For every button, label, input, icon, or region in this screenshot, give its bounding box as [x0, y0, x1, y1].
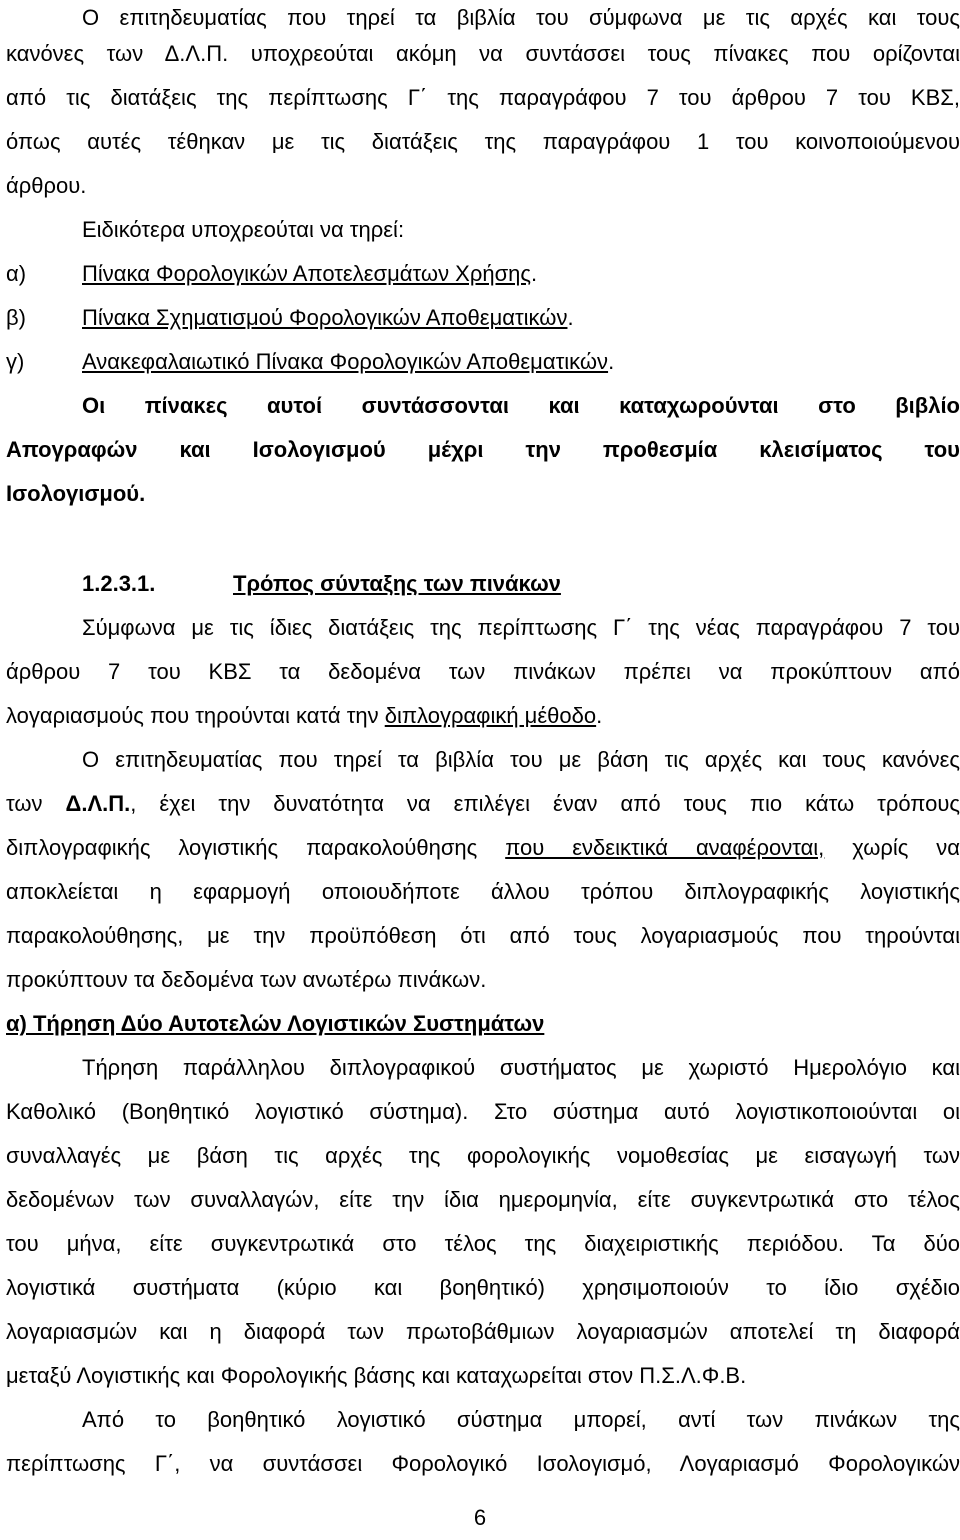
list-item-text: Ανακεφαλαιωτικό Πίνακα Φορολογικών Αποθεματικών [82, 349, 609, 374]
list-item: γ) Ανακεφαλαιωτικό Πίνακα Φορολογικών Αποθεματικών. [6, 340, 960, 384]
text-line: διπλογραφικής λογιστικής παρακολούθησης που ενδεικτικά αναφέρονται, χωρίς να [6, 835, 960, 860]
text-line: Καθολικό (Βοηθητικό λογιστικό σύστημα). Στο σύστημα αυτό λογιστικοποιούνται οι [6, 1099, 960, 1124]
text-line: μεταξύ Λογιστικής και Φορολογικής βάσης και καταχωρείται στον Π.Σ.Λ.Φ.Β. [6, 1363, 747, 1388]
text-line: Σύμφωνα με τις ίδιες διατάξεις της περίπτωσης Γ΄ της νέας παραγράφου 7 του [82, 615, 960, 640]
text-line: Οι πίνακες αυτοί συντάσσονται και καταχωρούνται στο βιβλίο [82, 393, 960, 418]
text-line: κανόνες των Δ.Λ.Π. υποχρεούται ακόμη να συντάσσει τους πίνακες που ορίζονται [6, 41, 960, 66]
text-line: περίπτωσης Γ΄, να συντάσσει Φορολογικό Ισολογισμό, Λογαριασμό Φορολογικών [6, 1451, 960, 1476]
text-line: από τις διατάξεις της περίπτωσης Γ΄ της παραγράφου 7 του άρθρου 7 του ΚΒΣ, [6, 85, 960, 110]
underlined-term: διπλογραφική μέθοδο [384, 703, 597, 728]
text-line: λογαριασμούς που τηρούνται κατά την διπλογραφική μέθοδο. [6, 703, 603, 728]
text-line: Απογραφών και Ισολογισμού μέχρι την προθεσμία κλεισίματος του [6, 437, 960, 462]
list-marker: α) [6, 261, 27, 286]
page-number: 6 [473, 1505, 487, 1530]
text-line: του μήνα, είτε συγκεντρωτικά στο τέλος της διαχειριστικής περιόδου. Τα δύο [6, 1231, 960, 1256]
section-number: 1.2.3.1. [82, 571, 156, 596]
text-line: λογιστικά συστήματα (κύριο και βοηθητικό) χρησιμοποιούν το ίδιο σχέδιο [6, 1275, 960, 1300]
list-intro: Ειδικότερα υποχρεούται να τηρεί: [82, 217, 405, 242]
text-line: λογαριασμών και η διαφορά των πρωτοβάθμιων λογαριασμών αποτελεί τη διαφορά [6, 1319, 960, 1344]
list-item-text: Πίνακα Σχηματισμού Φορολογικών Αποθεματικών [82, 305, 568, 330]
text-line: Από το βοηθητικό λογιστικό σύστημα μπορεί, αντί των πινάκων της [82, 1407, 960, 1432]
text-line: συναλλαγές με βάση τις αρχές της φορολογικής νομοθεσίας με εισαγωγή των [6, 1143, 960, 1168]
text-line: των Δ.Λ.Π., έχει την δυνατότητα να επιλέγει έναν από τους πιο κάτω τρόπους [6, 791, 960, 816]
text-line: Ο επιτηδευματίας που τηρεί τα βιβλία του με βάση τις αρχές και τους κανόνες [82, 747, 960, 772]
text-line: άρθρου. [6, 173, 87, 198]
list-marker: γ) [6, 349, 25, 374]
text-line: προκύπτουν τα δεδομένα των ανωτέρω πινάκων. [6, 967, 487, 992]
text-line: όπως αυτές τέθηκαν με τις διατάξεις της παραγράφου 1 του κοινοποιούμενου [6, 129, 960, 154]
section-heading [6, 562, 960, 606]
list-item: α) Πίνακα Φορολογικών Αποτελεσμάτων Χρήσης. [6, 252, 960, 296]
text-line: Τήρηση παράλληλου διπλογραφικού συστήματος με χωριστό Ημερολόγιο και [82, 1055, 960, 1080]
text-line: παρακολούθησης, με την προϋπόθεση ότι από τους λογαριασμούς που τηρούνται [6, 923, 960, 948]
text-line: αποκλείεται η εφαρμογή οποιουδήποτε άλλου τρόπου διπλογραφικής λογιστικής [6, 879, 960, 904]
text-line: Ο επιτηδευματίας που τηρεί τα βιβλία του σύμφωνα με τις αρχές και τους [82, 5, 960, 30]
list-item: β) Πίνακα Σχηματισμού Φορολογικών Αποθεματικών. [6, 296, 960, 340]
underlined-phrase: που ενδεικτικά αναφέρονται, [505, 835, 825, 860]
list-item-text: Πίνακα Φορολογικών Αποτελεσμάτων Χρήσης [82, 261, 532, 286]
section-title: Τρόπος σύνταξης των πινάκων [233, 571, 561, 596]
text-line: άρθρου 7 του ΚΒΣ τα δεδομένα των πινάκων πρέπει να προκύπτουν από [6, 659, 960, 684]
list-marker: β) [6, 305, 26, 330]
text-line: Ισολογισμού. [6, 481, 146, 506]
text-line: δεδομένων των συναλλαγών, είτε την ίδια ημερομηνία, είτε συγκεντρωτικά στο τέλος [6, 1187, 960, 1212]
subheading-a: α) Τήρηση Δύο Αυτοτελών Λογιστικών Συστημάτων [6, 1011, 545, 1036]
